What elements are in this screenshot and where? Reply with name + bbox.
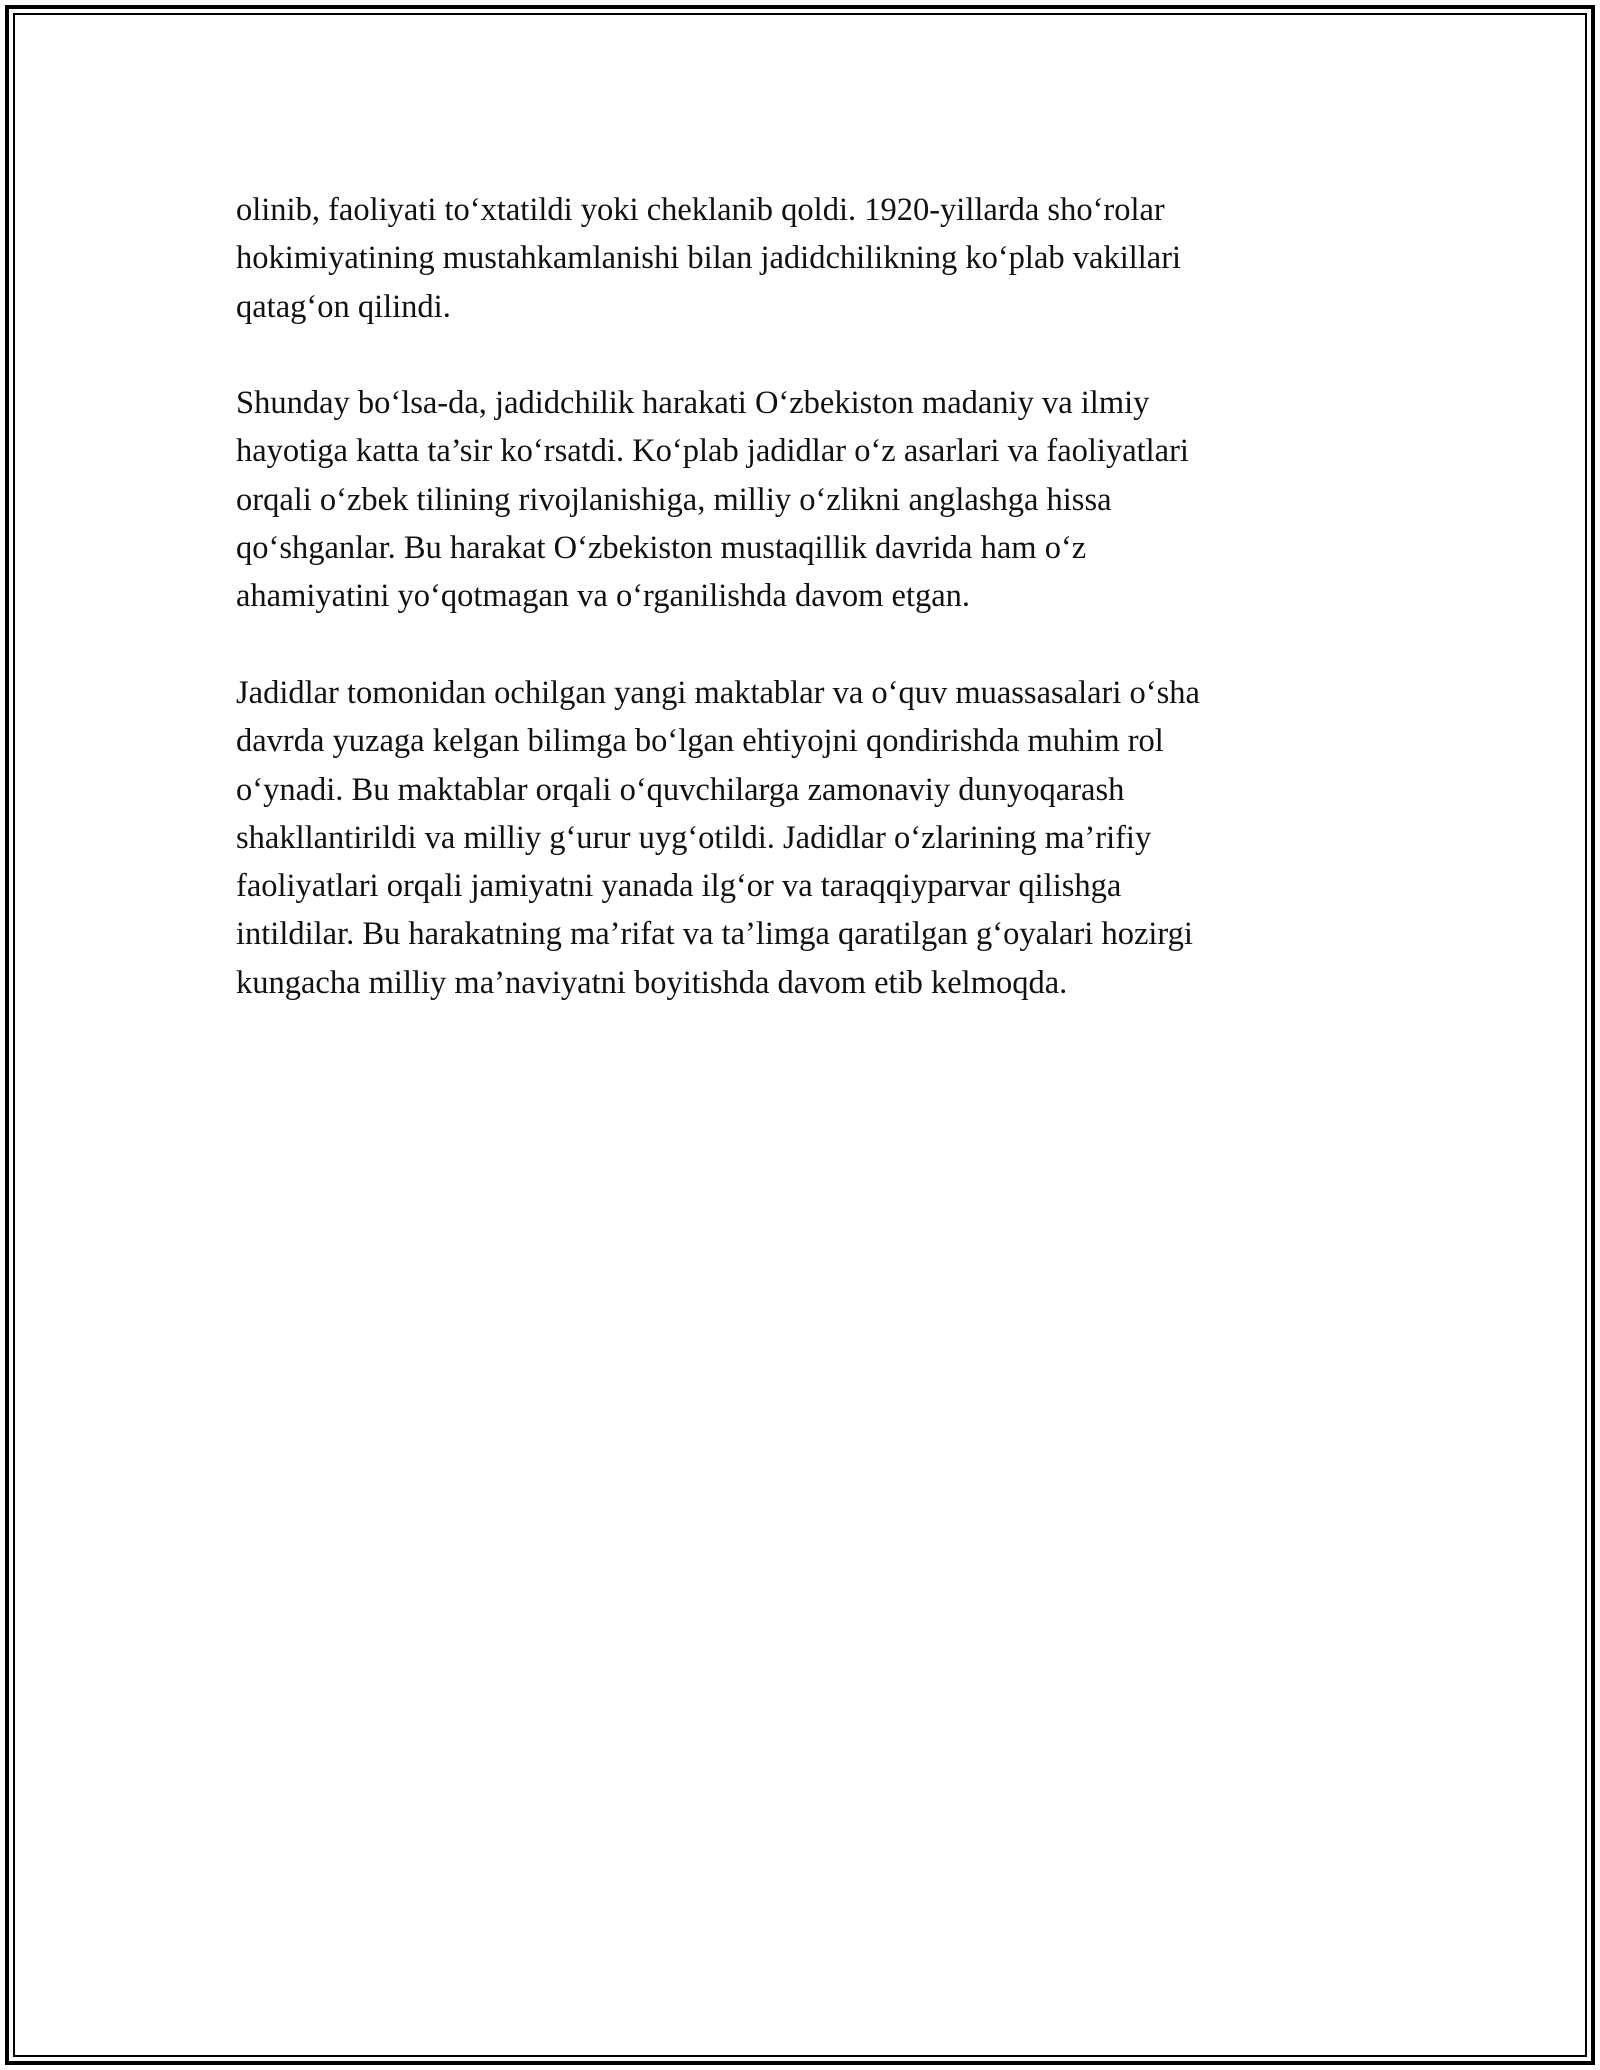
text-line: hayotiga katta ta’sir ko‘rsatdi. Ko‘plab jadidlar o‘z asarlari va faoliyatlari (236, 433, 1189, 470)
text-line: qatag‘on qilindi. (236, 288, 451, 325)
text-line: davrda yuzaga kelgan bilimga bo‘lgan ehtiyojni qondirishda muhim rol (236, 723, 1164, 760)
text-line: o‘ynadi. Bu maktablar orqali o‘quvchilarga zamonaviy dunyoqarash (236, 771, 1125, 808)
text-line: olinib, faoliyati to‘xtatildi yoki cheklanib qoldi. 1920-yillarda sho‘rolar (236, 192, 1165, 228)
paragraph-3 (236, 669, 1366, 1007)
text-line: orqali o‘zbek tilining rivojlanishiga, milliy o‘zlikni anglashga hissa (236, 481, 1112, 518)
text-line: ahamiyatini yo‘qotmagan va o‘rganilishda davom etgan. (236, 578, 971, 615)
text-line: Shunday bo‘lsa-da, jadidchilik harakati O‘zbekiston madaniy va ilmiy (236, 385, 1150, 422)
text-line: intildilar. Bu harakatning ma’rifat va ta’limga qaratilgan g‘oyalari hozirgi (236, 916, 1193, 953)
text-line: faoliyatlari orqali jamiyatni yanada ilg‘or va taraqqiyparvar qilishga (236, 868, 1122, 905)
paragraph-2 (236, 379, 1366, 620)
text-line: shakllantirildi va milliy g‘urur uyg‘otildi. Jadidlar o‘zlarining ma’rifiy (236, 819, 1152, 856)
text-line: kungacha milliy ma’naviyatni boyitishda davom etib kelmoqda. (236, 964, 1068, 1001)
text-line: qo‘shganlar. Bu harakat O‘zbekiston mustaqillik davrida ham o‘z (236, 530, 1087, 567)
text-line: Jadidlar tomonidan ochilgan yangi maktablar va o‘quv muassasalari o‘sha (236, 674, 1200, 711)
text-line: hokimiyatining mustahkamlanishi bilan jadidchilikning ko‘plab vakillari (236, 240, 1182, 277)
paragraph-1 (236, 186, 1366, 331)
document-body (236, 186, 1366, 1055)
